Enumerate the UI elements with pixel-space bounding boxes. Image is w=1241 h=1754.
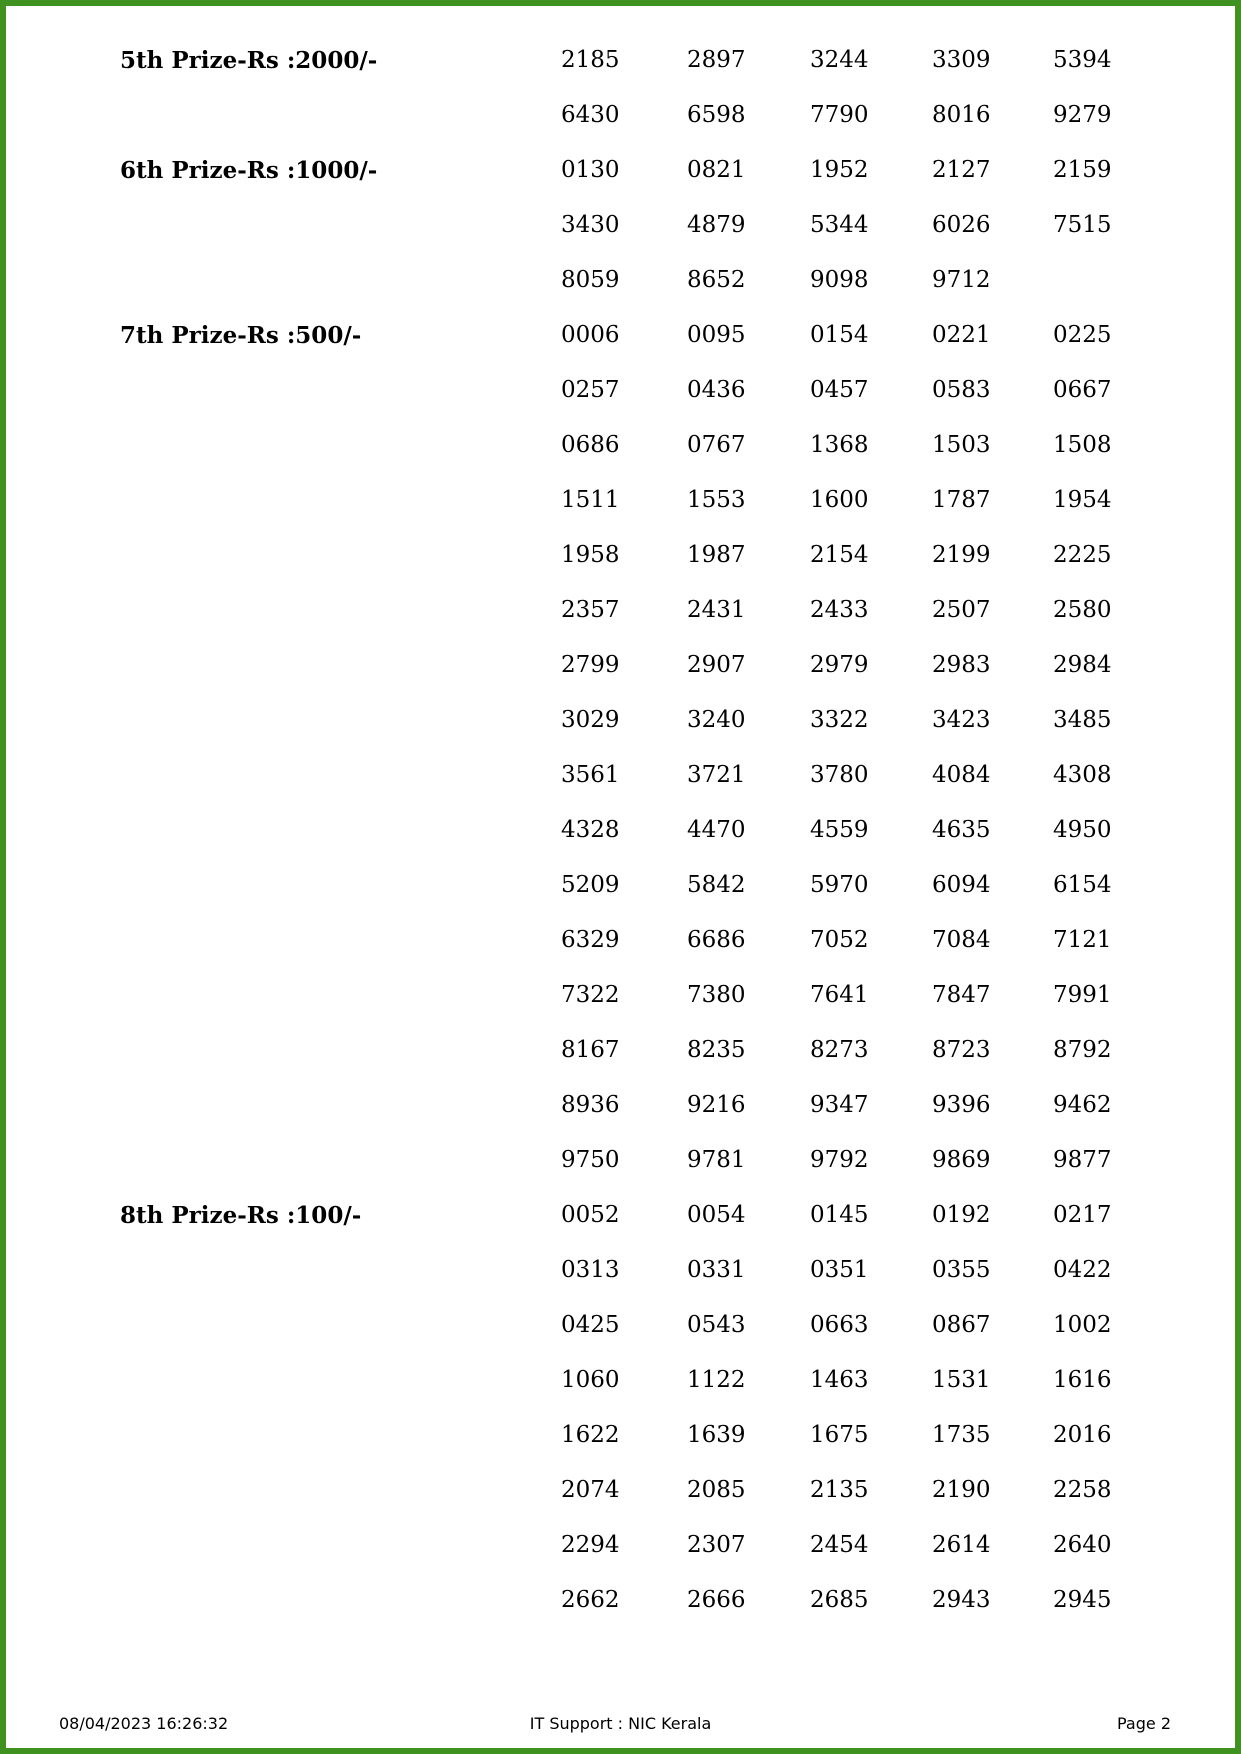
winning-number: 1508: [1053, 432, 1112, 458]
winning-number: 7641: [810, 982, 869, 1008]
winning-number: 2307: [687, 1532, 746, 1558]
winning-number: 0355: [932, 1257, 991, 1283]
winning-number: 1368: [810, 432, 869, 458]
winning-number: 1787: [932, 487, 991, 513]
winning-number: 8059: [561, 267, 620, 293]
prize-row: [0, 377, 1241, 417]
winning-number: 9396: [932, 1092, 991, 1118]
winning-number: 3244: [810, 47, 869, 73]
winning-number: 8652: [687, 267, 746, 293]
winning-number: 2357: [561, 597, 620, 623]
prize-row: [0, 817, 1241, 857]
winning-number: 3430: [561, 212, 620, 238]
winning-number: 0686: [561, 432, 620, 458]
winning-number: 2799: [561, 652, 620, 678]
winning-number: 2943: [932, 1587, 991, 1613]
winning-number: 9750: [561, 1147, 620, 1173]
winning-number: 2614: [932, 1532, 991, 1558]
winning-number: 1622: [561, 1422, 620, 1448]
winning-number: 2685: [810, 1587, 869, 1613]
winning-number: 9792: [810, 1147, 869, 1173]
winning-number: 2454: [810, 1532, 869, 1558]
prize-row-first: [0, 47, 1241, 87]
prize-row: [0, 1477, 1241, 1517]
winning-number: 0821: [687, 157, 746, 183]
winning-number: 5344: [810, 212, 869, 238]
winning-number: 0767: [687, 432, 746, 458]
winning-number: 4950: [1053, 817, 1112, 843]
winning-number: 2945: [1053, 1587, 1112, 1613]
winning-number: 2225: [1053, 542, 1112, 568]
prize-row-first: [0, 1202, 1241, 1242]
winning-number: 6329: [561, 927, 620, 953]
winning-number: 4635: [932, 817, 991, 843]
winning-number: 0221: [932, 322, 991, 348]
winning-number: 1958: [561, 542, 620, 568]
winning-number: 4879: [687, 212, 746, 238]
prize-row: [0, 762, 1241, 802]
winning-number: 0457: [810, 377, 869, 403]
winning-number: 9877: [1053, 1147, 1112, 1173]
winning-number: 1553: [687, 487, 746, 513]
prize-row: [0, 1037, 1241, 1077]
winning-number: 8235: [687, 1037, 746, 1063]
winning-number: 4084: [932, 762, 991, 788]
winning-number: 1952: [810, 157, 869, 183]
prize-row: [0, 212, 1241, 252]
winning-number: 2983: [932, 652, 991, 678]
winning-number: 2662: [561, 1587, 620, 1613]
winning-number: 5970: [810, 872, 869, 898]
winning-number: 1503: [932, 432, 991, 458]
winning-number: 0663: [810, 1312, 869, 1338]
winning-number: 2431: [687, 597, 746, 623]
winning-number: 2433: [810, 597, 869, 623]
prize-row: [0, 1422, 1241, 1462]
winning-number: 1616: [1053, 1367, 1112, 1393]
winning-number: 9216: [687, 1092, 746, 1118]
winning-number: 0425: [561, 1312, 620, 1338]
prize-row: [0, 652, 1241, 692]
winning-number: 3322: [810, 707, 869, 733]
winning-number: 1511: [561, 487, 620, 513]
winning-number: 3721: [687, 762, 746, 788]
winning-number: 9347: [810, 1092, 869, 1118]
prize-label: 6th Prize-Rs :1000/-: [120, 157, 378, 184]
winning-number: 9279: [1053, 102, 1112, 128]
prize-row: [0, 707, 1241, 747]
prize-row: [0, 432, 1241, 472]
winning-number: 8936: [561, 1092, 620, 1118]
winning-number: 2294: [561, 1532, 620, 1558]
prize-row: [0, 982, 1241, 1022]
winning-number: 9712: [932, 267, 991, 293]
winning-number: 9462: [1053, 1092, 1112, 1118]
winning-number: 0331: [687, 1257, 746, 1283]
winning-number: 7991: [1053, 982, 1112, 1008]
winning-number: 2127: [932, 157, 991, 183]
winning-number: 1735: [932, 1422, 991, 1448]
winning-number: 2154: [810, 542, 869, 568]
prize-row: [0, 1587, 1241, 1627]
winning-number: 4559: [810, 817, 869, 843]
winning-number: 0543: [687, 1312, 746, 1338]
prize-row: [0, 1092, 1241, 1132]
prize-row: [0, 872, 1241, 912]
winning-number: 2979: [810, 652, 869, 678]
prize-label: 8th Prize-Rs :100/-: [120, 1202, 362, 1229]
winning-number: 6686: [687, 927, 746, 953]
winning-number: 2507: [932, 597, 991, 623]
winning-number: 9098: [810, 267, 869, 293]
prize-row: [0, 1147, 1241, 1187]
winning-number: 0257: [561, 377, 620, 403]
prize-row: [0, 927, 1241, 967]
winning-number: 9869: [932, 1147, 991, 1173]
winning-number: 7515: [1053, 212, 1112, 238]
prize-row-first: [0, 322, 1241, 362]
footer-timestamp: 08/04/2023 16:26:32: [59, 1714, 229, 1733]
prize-row: [0, 487, 1241, 527]
winning-number: 2159: [1053, 157, 1112, 183]
winning-number: 3485: [1053, 707, 1112, 733]
winning-number: 2580: [1053, 597, 1112, 623]
winning-number: 1954: [1053, 487, 1112, 513]
winning-number: 8273: [810, 1037, 869, 1063]
prize-row: [0, 1312, 1241, 1352]
winning-number: 0145: [810, 1202, 869, 1228]
winning-number: 4308: [1053, 762, 1112, 788]
prize-row: [0, 267, 1241, 307]
winning-number: 7790: [810, 102, 869, 128]
winning-number: 0313: [561, 1257, 620, 1283]
prize-row-first: [0, 157, 1241, 197]
winning-number: 6094: [932, 872, 991, 898]
winning-number: 2199: [932, 542, 991, 568]
winning-number: 9781: [687, 1147, 746, 1173]
winning-number: 5209: [561, 872, 620, 898]
winning-number: 0095: [687, 322, 746, 348]
winning-number: 2190: [932, 1477, 991, 1503]
winning-number: 2907: [687, 652, 746, 678]
winning-number: 2085: [687, 1477, 746, 1503]
winning-number: 3240: [687, 707, 746, 733]
winning-number: 3423: [932, 707, 991, 733]
winning-number: 2897: [687, 47, 746, 73]
winning-number: 0006: [561, 322, 620, 348]
winning-number: 0583: [932, 377, 991, 403]
winning-number: 3309: [932, 47, 991, 73]
winning-number: 0351: [810, 1257, 869, 1283]
winning-number: 2984: [1053, 652, 1112, 678]
winning-number: 8723: [932, 1037, 991, 1063]
winning-number: 3561: [561, 762, 620, 788]
prize-row: [0, 542, 1241, 582]
winning-number: 5394: [1053, 47, 1112, 73]
winning-number: 5842: [687, 872, 746, 898]
winning-number: 7084: [932, 927, 991, 953]
winning-number: 6154: [1053, 872, 1112, 898]
winning-number: 7380: [687, 982, 746, 1008]
winning-number: 1531: [932, 1367, 991, 1393]
prize-row: [0, 597, 1241, 637]
winning-number: 0436: [687, 377, 746, 403]
winning-number: 4328: [561, 817, 620, 843]
footer-page-number: Page 2: [1117, 1714, 1171, 1733]
winning-number: 2666: [687, 1587, 746, 1613]
winning-number: 8167: [561, 1037, 620, 1063]
winning-number: 2258: [1053, 1477, 1112, 1503]
prize-row: [0, 1532, 1241, 1572]
winning-number: 0667: [1053, 377, 1112, 403]
winning-number: 6026: [932, 212, 991, 238]
winning-number: 1600: [810, 487, 869, 513]
winning-number: 0052: [561, 1202, 620, 1228]
winning-number: 7322: [561, 982, 620, 1008]
winning-number: 0054: [687, 1202, 746, 1228]
winning-number: 0867: [932, 1312, 991, 1338]
winning-number: 2016: [1053, 1422, 1112, 1448]
prize-label: 5th Prize-Rs :2000/-: [120, 47, 378, 74]
winning-number: 7121: [1053, 927, 1112, 953]
winning-number: 0422: [1053, 1257, 1112, 1283]
winning-number: 8016: [932, 102, 991, 128]
winning-number: 1987: [687, 542, 746, 568]
winning-number: 0154: [810, 322, 869, 348]
winning-number: 6430: [561, 102, 620, 128]
winning-number: 7847: [932, 982, 991, 1008]
winning-number: 2640: [1053, 1532, 1112, 1558]
winning-number: 8792: [1053, 1037, 1112, 1063]
winning-number: 7052: [810, 927, 869, 953]
winning-number: 3029: [561, 707, 620, 733]
prize-label: 7th Prize-Rs :500/-: [120, 322, 362, 349]
winning-number: 1675: [810, 1422, 869, 1448]
winning-number: 1639: [687, 1422, 746, 1448]
winning-number: 2074: [561, 1477, 620, 1503]
winning-number: 1002: [1053, 1312, 1112, 1338]
winning-number: 0217: [1053, 1202, 1112, 1228]
footer-support: IT Support : NIC Kerala: [529, 1714, 712, 1733]
prize-row: [0, 1367, 1241, 1407]
winning-number: 1122: [687, 1367, 746, 1393]
winning-number: 0130: [561, 157, 620, 183]
winning-number: 2185: [561, 47, 620, 73]
winning-number: 0192: [932, 1202, 991, 1228]
winning-number: 0225: [1053, 322, 1112, 348]
winning-number: 1463: [810, 1367, 869, 1393]
winning-number: 4470: [687, 817, 746, 843]
prize-row: [0, 102, 1241, 142]
winning-number: 6598: [687, 102, 746, 128]
winning-number: 2135: [810, 1477, 869, 1503]
winning-number: 3780: [810, 762, 869, 788]
winning-number: 1060: [561, 1367, 620, 1393]
prize-row: [0, 1257, 1241, 1297]
